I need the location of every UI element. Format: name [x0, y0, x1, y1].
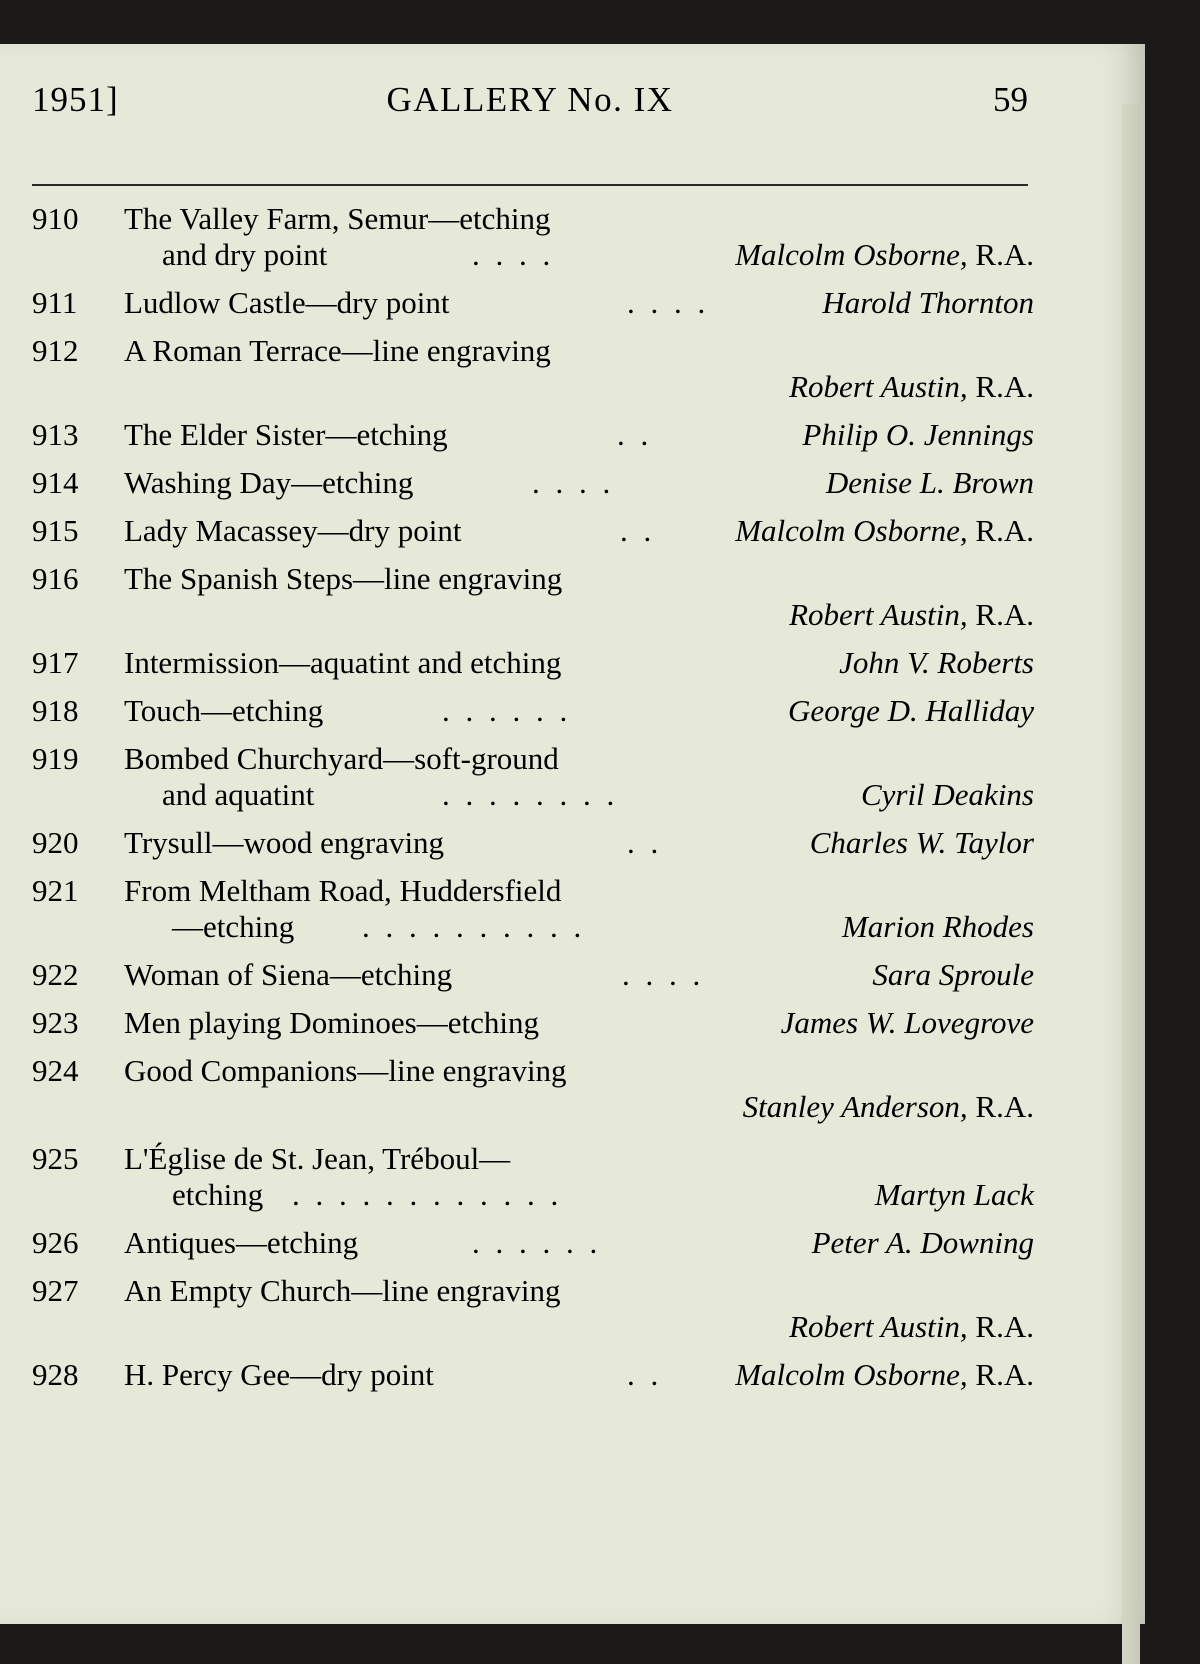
entry-row: [32, 642, 1034, 684]
entry-number: 918: [32, 693, 79, 728]
entry-number: 927: [32, 1273, 79, 1308]
entry-number: 915: [32, 513, 79, 548]
entry-artist: George D. Halliday: [788, 693, 1034, 728]
entry-title: Antiques—etching: [124, 1225, 359, 1260]
entry-number: 925: [32, 1141, 79, 1176]
entry-title: Good Companions—line engraving: [124, 1053, 567, 1088]
entry-row-continued: [32, 366, 1034, 408]
entry-number: 917: [32, 645, 79, 680]
entry-artist: Malcolm Osborne, R.A.: [735, 237, 1034, 272]
entry-title-cont: etching: [172, 1177, 264, 1212]
entry-artist: Denise L. Brown: [825, 465, 1034, 500]
entry-artist: Charles W. Taylor: [809, 825, 1034, 860]
entry-artist: Marion Rhodes: [841, 909, 1034, 944]
entry-row: [32, 822, 1034, 864]
header-rule: [32, 184, 1028, 186]
entry-number: 914: [32, 465, 79, 500]
entry-title-cont: and dry point: [162, 237, 328, 272]
entry-title-cont: and aquatint: [162, 777, 315, 812]
entry-row-continued: [32, 1086, 1034, 1128]
entry-row: [32, 282, 1034, 324]
entry-title: L'Église de St. Jean, Tréboul—: [124, 1141, 511, 1176]
entry-title: The Valley Farm, Semur—etching: [124, 201, 551, 236]
leader-dots: . . . . . . . . . .: [362, 909, 586, 944]
entry-artist: John V. Roberts: [839, 645, 1034, 680]
entry-artist: Robert Austin, R.A.: [789, 369, 1034, 404]
entry-number: 924: [32, 1053, 79, 1088]
leader-dots: . . . .: [532, 465, 615, 500]
entry-title: Bombed Churchyard—soft-ground: [124, 741, 559, 776]
entry-number: 928: [32, 1357, 79, 1392]
header-title: GALLERY No. IX: [386, 80, 674, 119]
leader-dots: . .: [617, 417, 653, 452]
entry-row: [32, 1222, 1034, 1264]
leader-dots: . .: [627, 825, 663, 860]
leader-dots: . .: [627, 1357, 663, 1392]
entry-row: [32, 954, 1034, 996]
entry-title: Men playing Dominoes—etching: [124, 1005, 539, 1040]
leader-dots: . . . .: [472, 237, 555, 272]
entry-title: Touch—etching: [124, 693, 324, 728]
entry-title: Lady Macassey—dry point: [124, 513, 462, 548]
entry-row-continued: [32, 1174, 1034, 1216]
entry-title: Intermission—aquatint and etching: [124, 645, 562, 680]
entry-artist: Malcolm Osborne, R.A.: [735, 1357, 1034, 1392]
entry-title-cont: —etching: [172, 909, 295, 944]
leader-dots: . . . .: [627, 285, 710, 320]
entry-row-continued: [32, 234, 1034, 276]
entry-number: 919: [32, 741, 79, 776]
leader-dots: . . . . . .: [472, 1225, 602, 1260]
entry-row-continued: [32, 1306, 1034, 1348]
entry-title: Woman of Siena—etching: [124, 957, 453, 992]
entry-row: [32, 462, 1034, 504]
entry-number: 913: [32, 417, 79, 452]
entry-artist: Robert Austin, R.A.: [789, 597, 1034, 632]
entry-number: 910: [32, 201, 79, 236]
running-header: [32, 80, 1028, 140]
entry-artist: Malcolm Osborne, R.A.: [735, 513, 1034, 548]
page-number: 59: [993, 80, 1028, 119]
entry-row: [32, 510, 1034, 552]
page-edge: [1122, 104, 1140, 1664]
entry-title: Washing Day—etching: [124, 465, 414, 500]
leader-dots: . .: [620, 513, 656, 548]
header-year: 1951]: [32, 80, 119, 119]
entry-artist: Martyn Lack: [874, 1177, 1034, 1212]
entry-number: 921: [32, 873, 79, 908]
entry-artist: Sara Sproule: [872, 957, 1034, 992]
entry-artist: Peter A. Downing: [811, 1225, 1034, 1260]
entry-number: 926: [32, 1225, 79, 1260]
entry-number: 923: [32, 1005, 79, 1040]
entry-title: An Empty Church—line engraving: [124, 1273, 561, 1308]
entry-title: From Meltham Road, Huddersfield: [124, 873, 562, 908]
entry-row: [32, 1354, 1034, 1396]
entry-artist: Harold Thornton: [822, 285, 1034, 320]
entry-title: The Spanish Steps—line engraving: [124, 561, 563, 596]
leader-dots: . . . . . .: [442, 693, 572, 728]
entry-title: Ludlow Castle—dry point: [124, 285, 450, 320]
entry-number: 912: [32, 333, 79, 368]
entry-number: 911: [32, 285, 78, 320]
entry-number: 920: [32, 825, 79, 860]
entry-title: H. Percy Gee—dry point: [124, 1357, 434, 1392]
entry-row-continued: [32, 906, 1034, 948]
leader-dots: . . . . . . . .: [442, 777, 619, 812]
entry-number: 916: [32, 561, 79, 596]
entry-artist: Cyril Deakins: [860, 777, 1034, 812]
entry-number: 922: [32, 957, 79, 992]
entry-title: A Roman Terrace—line engraving: [124, 333, 551, 368]
entry-row-continued: [32, 774, 1034, 816]
leader-dots: . . . .: [622, 957, 705, 992]
entry-row: [32, 690, 1034, 732]
entry-row: [32, 1002, 1034, 1044]
entry-artist: James W. Lovegrove: [780, 1005, 1034, 1040]
entry-artist: Philip O. Jennings: [802, 417, 1034, 452]
entry-row-continued: [32, 594, 1034, 636]
entry-row: [32, 414, 1034, 456]
entry-title: Trysull—wood engraving: [124, 825, 445, 860]
entry-title: The Elder Sister—etching: [124, 417, 448, 452]
entry-artist: Stanley Anderson, R.A.: [742, 1089, 1034, 1124]
leader-dots: . . . . . . . . . . . .: [292, 1177, 563, 1212]
entry-artist: Robert Austin, R.A.: [789, 1309, 1034, 1344]
